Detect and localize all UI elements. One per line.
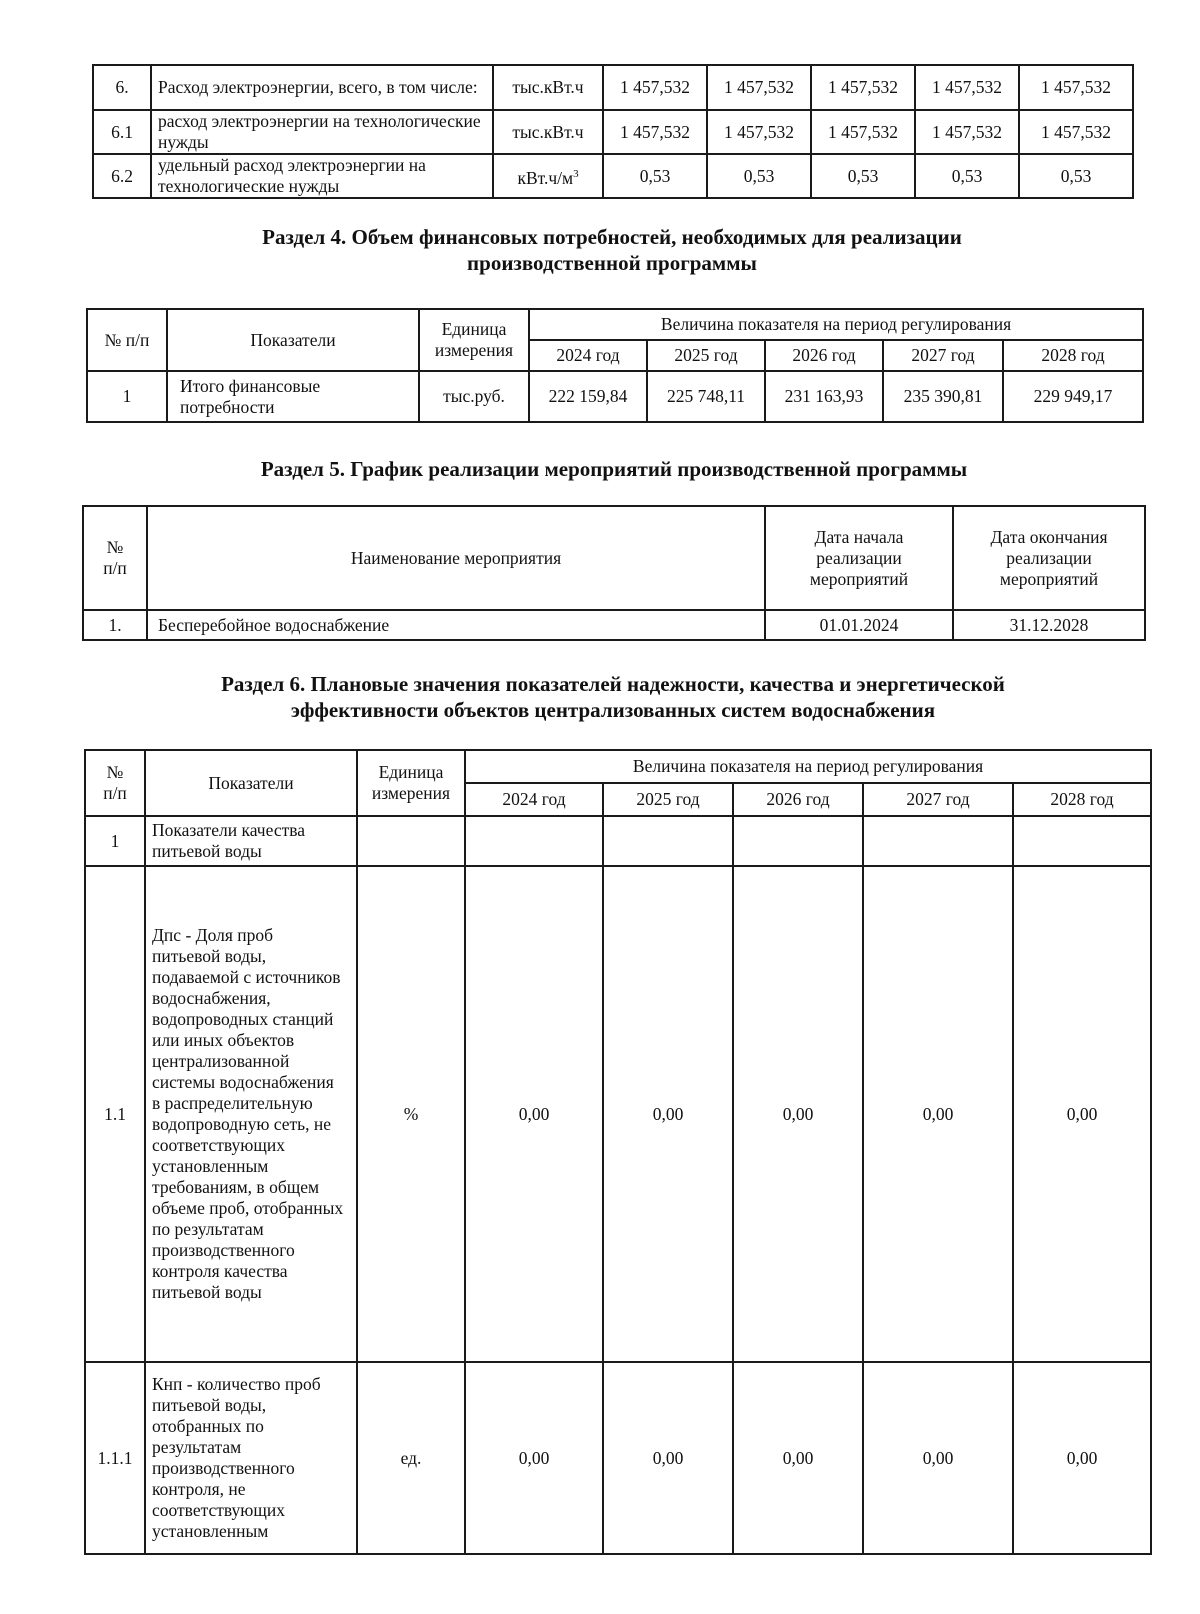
section6-title-line1: Раздел 6. Плановые значения показателей надежности, качества и энергетической [221, 672, 1005, 696]
value-cell [603, 816, 733, 866]
row-number: 6. [93, 65, 151, 110]
header-row [83, 506, 1145, 610]
value-cell [733, 816, 863, 866]
unit-cell: % [357, 866, 465, 1362]
col-header-num [83, 506, 147, 610]
col-header-unit [419, 309, 529, 371]
value-cell: 222 159,84 [529, 371, 647, 422]
value-cell: 0,53 [915, 154, 1019, 198]
value-cell: 1 457,532 [603, 110, 707, 154]
section4-title [92, 224, 1132, 276]
value-cell: 1 457,532 [915, 110, 1019, 154]
unit-cell: тыс.кВт.ч [493, 110, 603, 154]
value-cell: 1 457,532 [915, 65, 1019, 110]
value-cell: 229 949,17 [1003, 371, 1143, 422]
indicator-name: Показатели качества питьевой воды [145, 816, 357, 866]
unit-superscript: 3 [573, 167, 579, 180]
col-header-year: 2026 год [733, 783, 863, 816]
section4-title-line2: производственной программы [467, 251, 757, 275]
row-number: 1. [83, 610, 147, 640]
table-row [85, 866, 1151, 1362]
indicator-name: Кнп - количество проб питьевой воды, отобранных по результатам производственного контроля, не соответствующих установленным [145, 1362, 357, 1554]
unit-cell [357, 816, 465, 866]
unit-text: кВт.ч/м [517, 167, 574, 188]
num-header-line2: п/п [103, 558, 127, 578]
table-row [93, 154, 1133, 198]
col-header-year: 2028 год [1003, 340, 1143, 371]
col-header-year: 2027 год [863, 783, 1013, 816]
value-cell: 1 457,532 [811, 110, 915, 154]
value-cell: 0,00 [465, 1362, 603, 1554]
value-cell: 225 748,11 [647, 371, 765, 422]
col-header-period: Величина показателя на период регулирования [465, 750, 1151, 783]
section6-title-line2: эффективности объектов централизованных систем водоснабжения [290, 698, 936, 722]
col-header-num: № п/п [87, 309, 167, 371]
col-header-year: 2027 год [883, 340, 1003, 371]
value-cell: 0,00 [603, 866, 733, 1362]
row-number: 1.1 [85, 866, 145, 1362]
col-header-num [85, 750, 145, 816]
col-header-year: 2026 год [765, 340, 883, 371]
schedule-table-block [82, 505, 1146, 641]
value-cell: 0,00 [733, 866, 863, 1362]
row-number: 1 [85, 816, 145, 866]
value-cell: 0,00 [603, 1362, 733, 1554]
col-header-event-name: Наименование мероприятия [147, 506, 765, 610]
indicator-name: Дпс - Доля проб питьевой воды, подаваемой с источников водоснабжения, водопроводных станций или иных объектов централизованной системы водоснабжения в распределительную водопроводную сеть, не соответствующих установленным требованиям, в общем объеме проб, отобранных по результатам производственного контроля качества питьевой воды [145, 866, 357, 1362]
unit-header-line2: измерения [371, 783, 451, 803]
indicator-name: расход электроэнергии на технологические нужды [151, 110, 493, 154]
unit-cell: тыс.руб. [419, 371, 529, 422]
indicator-name: Расход электроэнергии, всего, в том числе: [151, 65, 493, 110]
reliability-table-block [84, 749, 1152, 1555]
header-row [85, 750, 1151, 783]
value-cell: 0,00 [1013, 866, 1151, 1362]
reliability-table [84, 749, 1152, 1555]
col-header-year: 2024 год [465, 783, 603, 816]
value-cell: 0,00 [863, 866, 1013, 1362]
table-row [85, 816, 1151, 866]
table-row [83, 610, 1145, 640]
section6-title [82, 671, 1144, 723]
value-cell: 235 390,81 [883, 371, 1003, 422]
energy-table-block [92, 64, 1134, 199]
col-header-indicator: Показатели [167, 309, 419, 371]
value-cell [1013, 816, 1151, 866]
value-cell: 0,00 [863, 1362, 1013, 1554]
row-number: 6.2 [93, 154, 151, 198]
unit-header-line1: Единица [441, 319, 507, 339]
table-row [87, 371, 1143, 422]
num-header-line1: № [106, 762, 124, 782]
value-cell: 0,53 [707, 154, 811, 198]
schedule-table [82, 505, 1146, 641]
indicator-name: Итого финансовые потребности [167, 371, 419, 422]
col-header-year: 2024 год [529, 340, 647, 371]
col-header-year: 2025 год [603, 783, 733, 816]
value-cell: 0,00 [733, 1362, 863, 1554]
event-name: Бесперебойное водоснабжение [147, 610, 765, 640]
finance-table-block [86, 308, 1144, 423]
value-cell: 1 457,532 [707, 65, 811, 110]
col-header-indicator: Показатели [145, 750, 357, 816]
finance-table [86, 308, 1144, 423]
row-number: 1.1.1 [85, 1362, 145, 1554]
row-number: 6.1 [93, 110, 151, 154]
value-cell: 0,00 [1013, 1362, 1151, 1554]
col-header-unit [357, 750, 465, 816]
value-cell [863, 816, 1013, 866]
section4-title-line1: Раздел 4. Объем финансовых потребностей, необходимых для реализации [262, 225, 962, 249]
unit-header-line2: измерения [434, 340, 514, 360]
value-cell [465, 816, 603, 866]
value-cell: 1 457,532 [707, 110, 811, 154]
energy-table [92, 64, 1134, 199]
unit-cell [493, 154, 603, 198]
value-cell: 231 163,93 [765, 371, 883, 422]
table-row [93, 110, 1133, 154]
value-cell: 0,00 [465, 866, 603, 1362]
section5-title: Раздел 5. График реализации мероприятий производственной программы [260, 457, 968, 481]
col-header-year: 2028 год [1013, 783, 1151, 816]
row-number: 1 [87, 371, 167, 422]
end-date: 31.12.2028 [953, 610, 1145, 640]
value-cell: 1 457,532 [811, 65, 915, 110]
col-header-end-date: Дата окончания реализации мероприятий [953, 506, 1145, 610]
value-cell: 1 457,532 [1019, 110, 1133, 154]
indicator-name: удельный расход электроэнергии на технологические нужды [151, 154, 493, 198]
num-header-line1: № [106, 537, 124, 557]
table-row [93, 65, 1133, 110]
header-row [87, 309, 1143, 340]
unit-header-line1: Единица [378, 762, 444, 782]
value-cell: 1 457,532 [1019, 65, 1133, 110]
unit-cell: ед. [357, 1362, 465, 1554]
col-header-period: Величина показателя на период регулирования [529, 309, 1143, 340]
value-cell: 0,53 [603, 154, 707, 198]
num-header-line2: п/п [103, 783, 127, 803]
col-header-start-date: Дата начала реализации мероприятий [765, 506, 953, 610]
value-cell: 1 457,532 [603, 65, 707, 110]
table-row [85, 1362, 1151, 1554]
value-cell: 0,53 [811, 154, 915, 198]
col-header-year: 2025 год [647, 340, 765, 371]
unit-cell: тыс.кВт.ч [493, 65, 603, 110]
value-cell: 0,53 [1019, 154, 1133, 198]
start-date: 01.01.2024 [765, 610, 953, 640]
